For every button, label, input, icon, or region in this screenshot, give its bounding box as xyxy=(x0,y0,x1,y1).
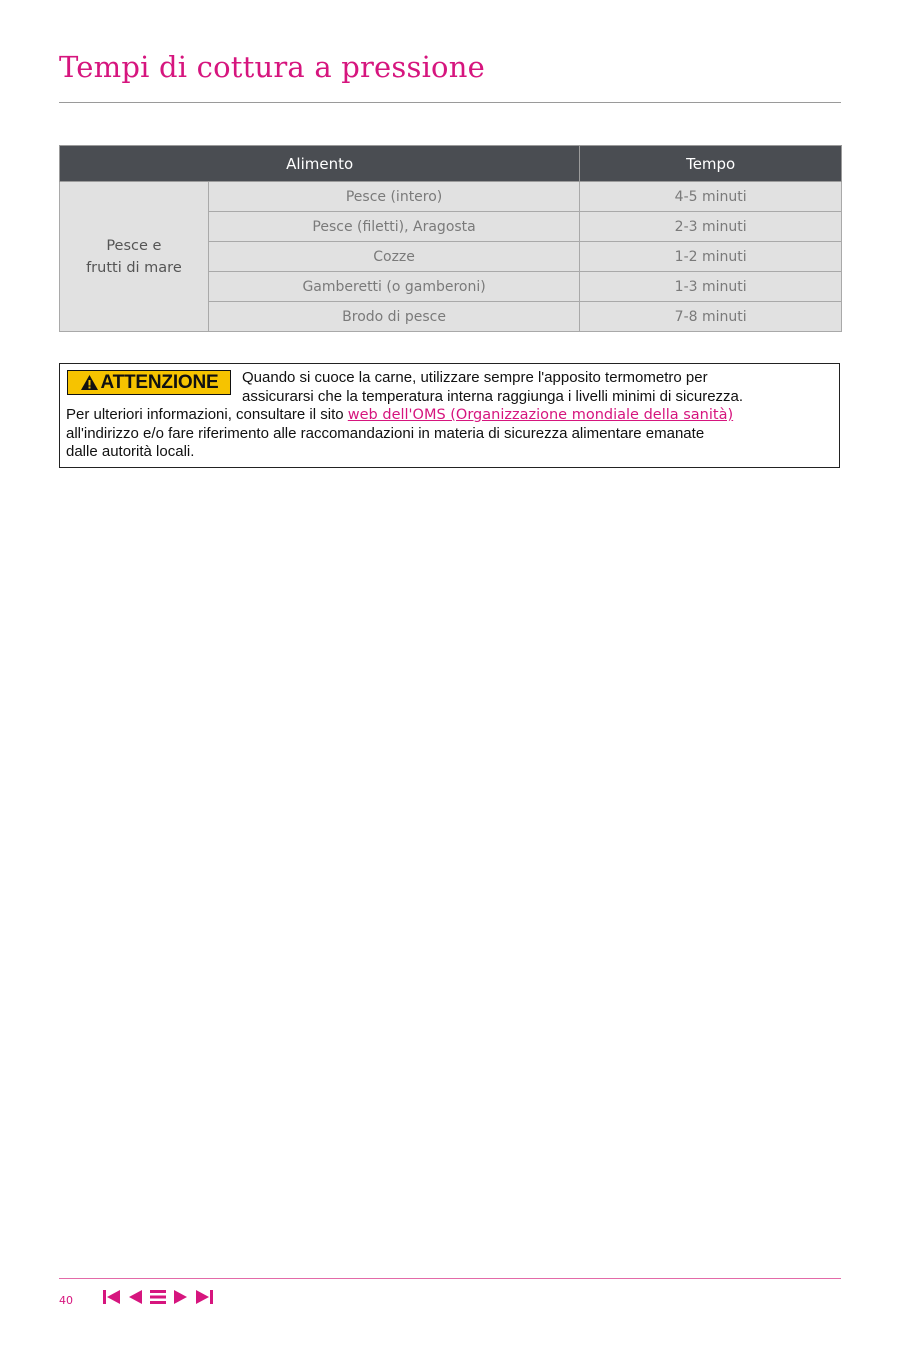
time-cell: 1-3 minuti xyxy=(580,272,842,302)
time-cell: 2-3 minuti xyxy=(580,212,842,242)
header-tempo: Tempo xyxy=(580,146,842,182)
next-page-icon[interactable] xyxy=(173,1290,188,1304)
warning-line: assicurarsi che la temperatura interna raggiunga i livelli minimi di sicurezza. xyxy=(242,388,744,405)
warning-text: all'indirizzo e/o fare riferimento alle raccomandazioni in materia di sicurezza alimentare emanate xyxy=(66,424,705,442)
page-title: Tempi di cottura a pressione xyxy=(59,50,485,84)
previous-page-icon[interactable] xyxy=(128,1290,143,1304)
food-group-label: Pesce e frutti di mare xyxy=(86,237,182,276)
warning-badge-label: ATTENZIONE xyxy=(100,371,219,393)
food-cell: Pesce (intero) xyxy=(208,182,580,212)
time-cell: 4-5 minuti xyxy=(580,182,842,212)
warning-text: Per ulteriori informazioni, consultare il sito xyxy=(66,406,348,423)
warning-body xyxy=(66,406,836,462)
warning-box xyxy=(59,363,840,468)
who-link[interactable]: web dell'OMS (Organizzazione mondiale della sanità) xyxy=(347,407,734,423)
warning-text: dalle autorità locali. xyxy=(66,443,195,460)
page-number: 40 xyxy=(59,1294,73,1307)
food-cell: Cozze xyxy=(208,242,580,272)
last-page-icon[interactable] xyxy=(195,1290,213,1304)
cooking-times-table xyxy=(59,145,842,332)
menu-icon[interactable] xyxy=(150,1290,166,1304)
food-cell: Pesce (filetti), Aragosta xyxy=(208,212,580,242)
table-row xyxy=(60,182,842,212)
food-group-cell xyxy=(60,182,209,332)
food-cell: Brodo di pesce xyxy=(208,302,580,332)
warning-line: Quando si cuoce la carne, utilizzare sempre l'apposito termometro per xyxy=(242,369,708,386)
header-alimento: Alimento xyxy=(60,146,580,182)
warning-badge xyxy=(67,370,231,395)
warning-triangle-icon xyxy=(80,374,99,391)
time-cell: 7-8 minuti xyxy=(580,302,842,332)
food-cell: Gamberetti (o gamberoni) xyxy=(208,272,580,302)
page-navigation xyxy=(103,1290,213,1304)
title-divider xyxy=(59,102,841,103)
time-cell: 1-2 minuti xyxy=(580,242,842,272)
first-page-icon[interactable] xyxy=(103,1290,121,1304)
footer-divider xyxy=(59,1278,841,1279)
